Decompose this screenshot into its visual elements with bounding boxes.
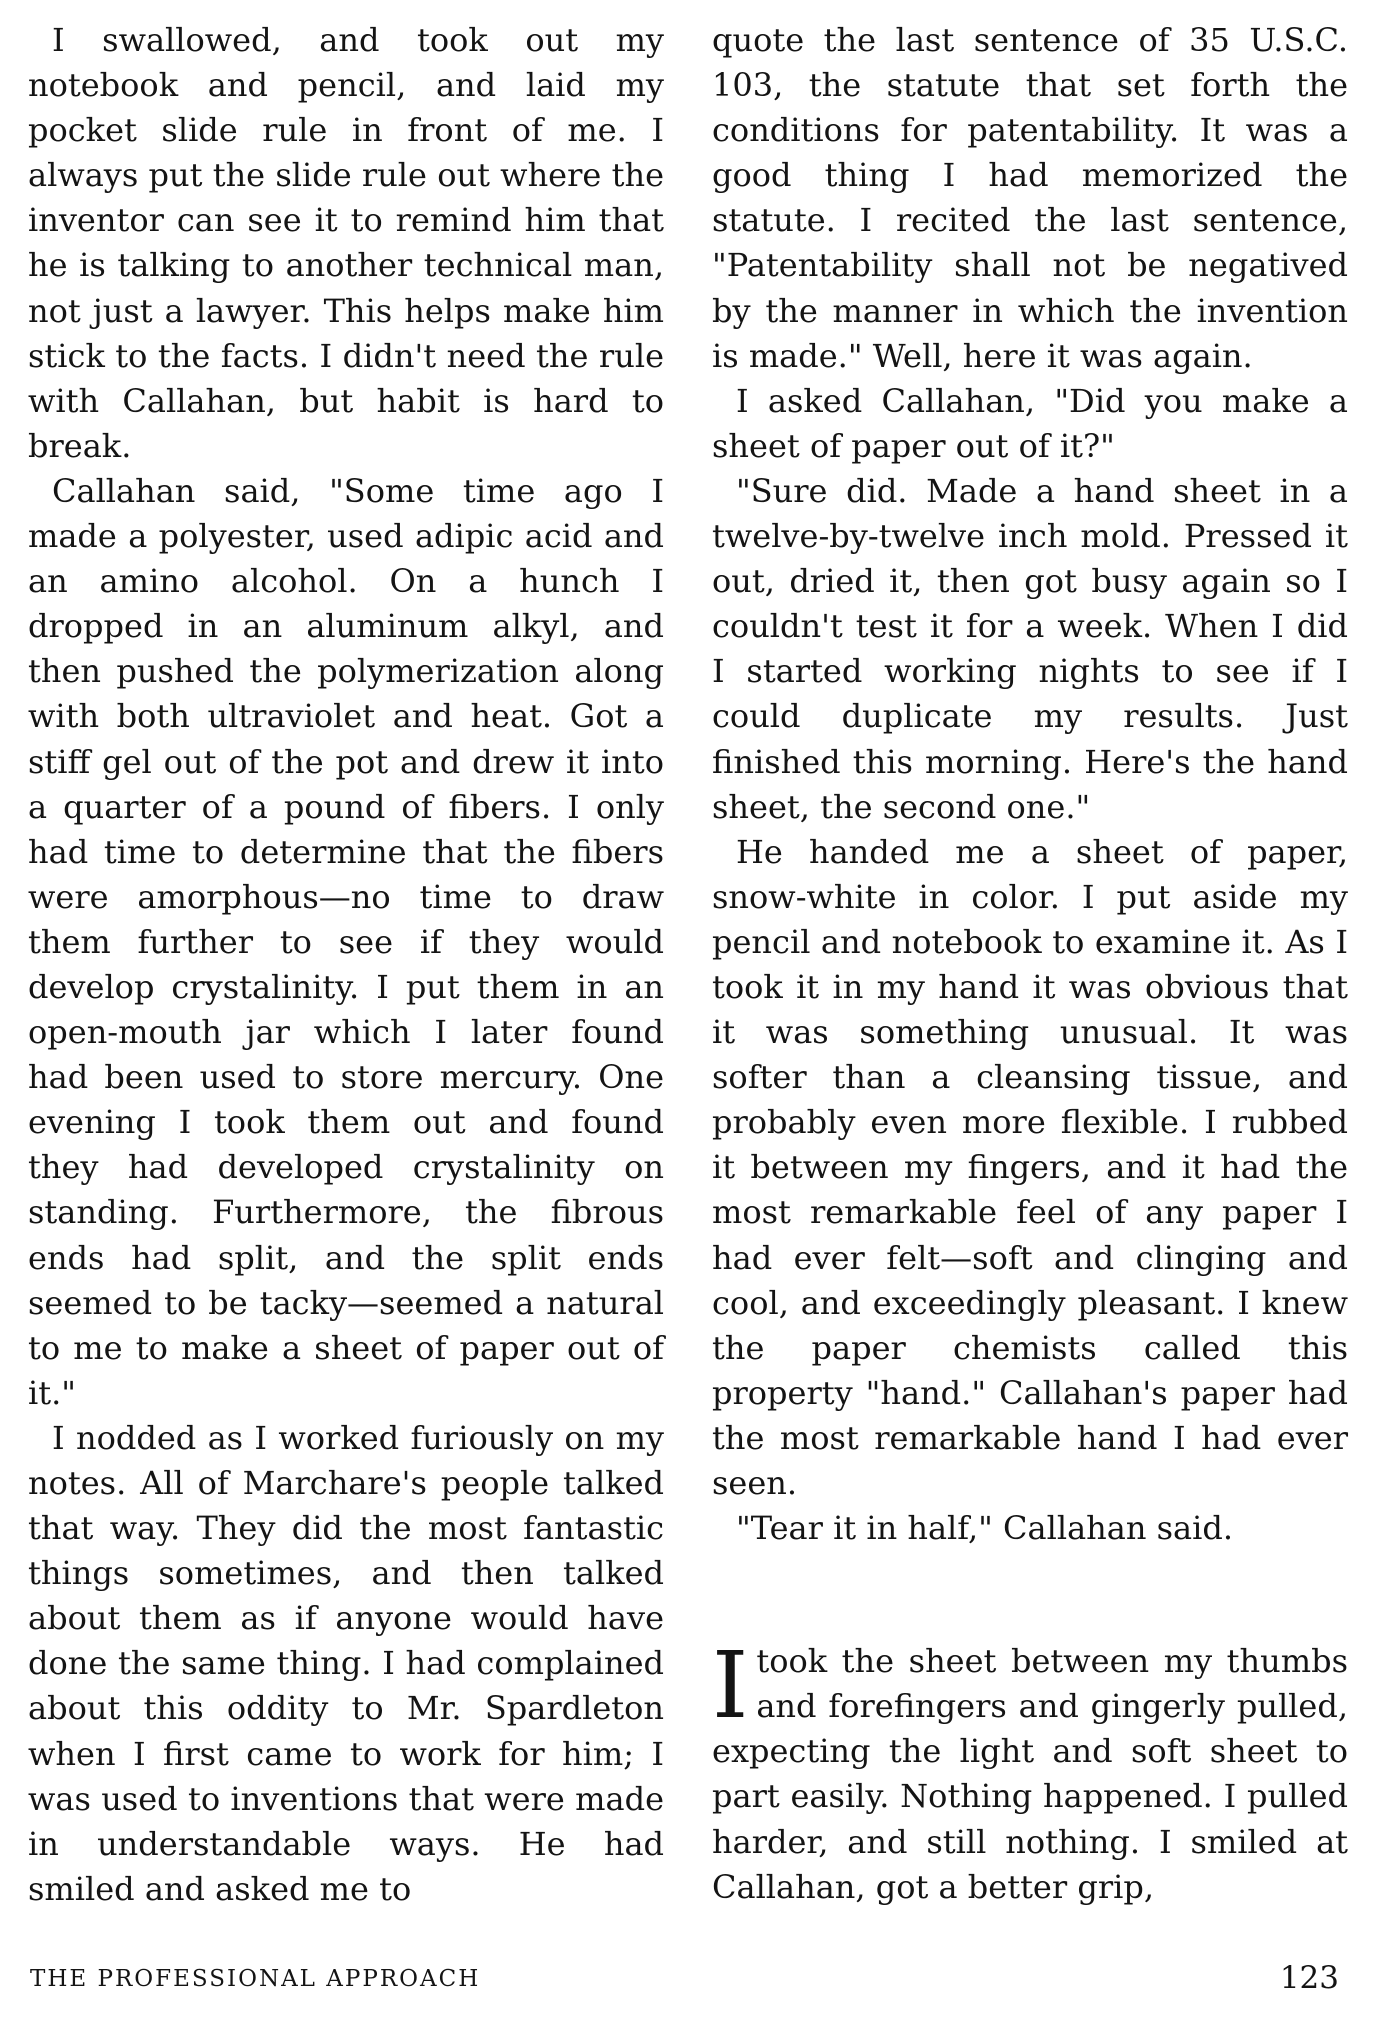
paragraph: I nodded as I worked furiously on my notes. All of Marchare's people talked that way. They did the most fantastic things sometimes, and then talked about them as if anyone would have done the same thing. I had complained about this oddity to Mr. Spardleton when I first came to work for him; I was used to inventions that were made in understandable ways. He had smiled and asked me to [28, 1418, 664, 1908]
paragraph: He handed me a sheet of paper, snow-white in color. I put aside my pencil and notebook to examine it. As I took it in my hand it was obvious that it was something unusual. It was softer than a cleansing tissue, and probably even more flexible. I rubbed it between my fingers, and it had the most remarkable feel of any paper I had ever felt—soft and clinging and cool, and exceedingly pleasant. I knew the paper chemists called this property "hand." Callahan's paper had the most remarkable hand I had ever seen. [712, 832, 1348, 1502]
drop-cap: I [712, 1632, 749, 1740]
paragraph: I asked Callahan, "Did you make a sheet of paper out of it?" [712, 381, 1348, 465]
paragraph: I swallowed, and took out my notebook and pencil, and laid my pocket slide rule in front of me. I always put the slide rule out where the inventor can see it to remind him that he is talking to another technical man, not just a lawyer. This helps make him stick to the facts. I didn't need the rule with Callahan, but habit is hard to break. [28, 21, 664, 465]
running-title: THE PROFESSIONAL APPROACH [30, 1966, 481, 1992]
dropcap-paragraph [712, 1632, 1348, 1910]
paragraph: quote the last sentence of 35 U.S.C. 103, the statute that set forth the conditions for patentability. It was a good thing I had memorized the statute. I recited the last sentence, "Patentability shall not be negatived by the manner in which the invention is made." Well, here it was again. [712, 21, 1348, 375]
left-text-column [28, 18, 664, 1912]
section-break [712, 1551, 1348, 1639]
right-text-column [712, 18, 1348, 1910]
dropcap-paragraph-text: took the sheet between my thumbs and forefingers and gingerly pulled, expecting the light and soft sheet to part easily. Nothing happened. I pulled harder, and still nothing. I smiled at Callahan, got a better grip, [712, 1642, 1348, 1906]
paragraph: Callahan said, "Some time ago I made a polyester, used adipic acid and an amino alcohol. On a hunch I dropped in an aluminum alkyl, and then pushed the polymerization along with both ultraviolet and heat. Got a stiff gel out of the pot and drew it into a quarter of a pound of fibers. I only had time to determine that the fibers were amorphous—no time to draw them further to see if they would develop crystalinity. I put them in an open-mouth jar which I later found had been used to store mercury. One evening I took them out and found they had developed crystalinity on standing. Furthermore, the fibrous ends had split, and the split ends seemed to be tacky—seemed a natural to me to make a sheet of paper out of it." [28, 471, 664, 1412]
paragraph: "Tear it in half," Callahan said. [736, 1509, 1233, 1548]
paragraph: "Sure did. Made a hand sheet in a twelve-by-twelve inch mold. Pressed it out, dried it, then got busy again so I couldn't test it for a week. When I did I started working nights to see if I could duplicate my results. Just finished this morning. Here's the hand sheet, the second one." [712, 471, 1348, 826]
page-number: 123 [1279, 1960, 1339, 1996]
